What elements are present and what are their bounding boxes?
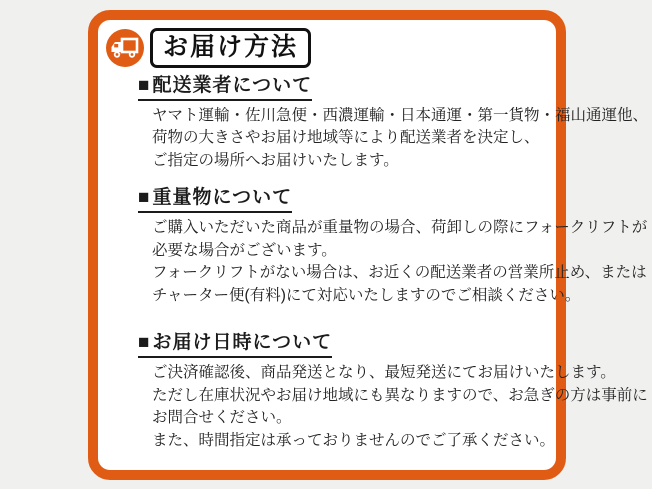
square-bullet-icon: ■ xyxy=(138,74,151,96)
body-line: また、時間指定は承っておりませんのでご了承ください。 xyxy=(152,431,556,449)
section-carriers-body xyxy=(152,105,649,173)
section-carriers-heading xyxy=(138,70,312,101)
section-carriers xyxy=(138,70,649,173)
body-line: ご指定の場所へお届けいたします。 xyxy=(152,151,399,169)
square-bullet-icon: ■ xyxy=(138,187,151,209)
section-heavy-items-heading-text: 重量物について xyxy=(152,187,293,209)
body-line: ヤマト運輸・佐川急便・西濃運輸・日本通運・第一貨物・福山通運他、 xyxy=(152,106,649,124)
section-carriers-heading-text: 配送業者について xyxy=(152,74,313,96)
body-line: ご購入いただいた商品が重量物の場合、荷卸しの際にフォークリフトが xyxy=(152,219,648,237)
body-line: ご決済確認後、商品発送となり、最短発送にてお届けいたします。 xyxy=(152,364,616,382)
body-line: チャーター便(有料)にて対応いたしますのでご相談ください。 xyxy=(152,286,581,304)
delivery-info-panel xyxy=(88,10,649,480)
body-line: フォークリフトがない場合は、お近くの配送業者の営業所止め、または xyxy=(152,264,647,282)
truck-icon xyxy=(106,29,144,67)
section-heavy-items xyxy=(138,182,648,307)
body-line: 必要な場合がございます。 xyxy=(152,241,337,259)
body-line: お問合せください。 xyxy=(152,409,292,427)
square-bullet-icon: ■ xyxy=(138,332,151,354)
body-line: ただし在庫状況やお届け地域にも異なりますので、お急ぎの方は事前に xyxy=(152,386,648,404)
body-line: 荷物の大きさやお届け地域等により配送業者を決定し、 xyxy=(152,129,540,147)
section-delivery-datetime-heading xyxy=(138,327,332,358)
section-delivery-datetime-heading-text: お届け日時について xyxy=(152,332,333,354)
section-heavy-items-body xyxy=(152,217,648,307)
title-row xyxy=(106,28,556,68)
page-title: お届け方法 xyxy=(150,28,311,68)
section-delivery-datetime-body xyxy=(152,362,648,452)
section-heavy-items-heading xyxy=(138,182,292,213)
section-delivery-datetime xyxy=(138,327,648,452)
